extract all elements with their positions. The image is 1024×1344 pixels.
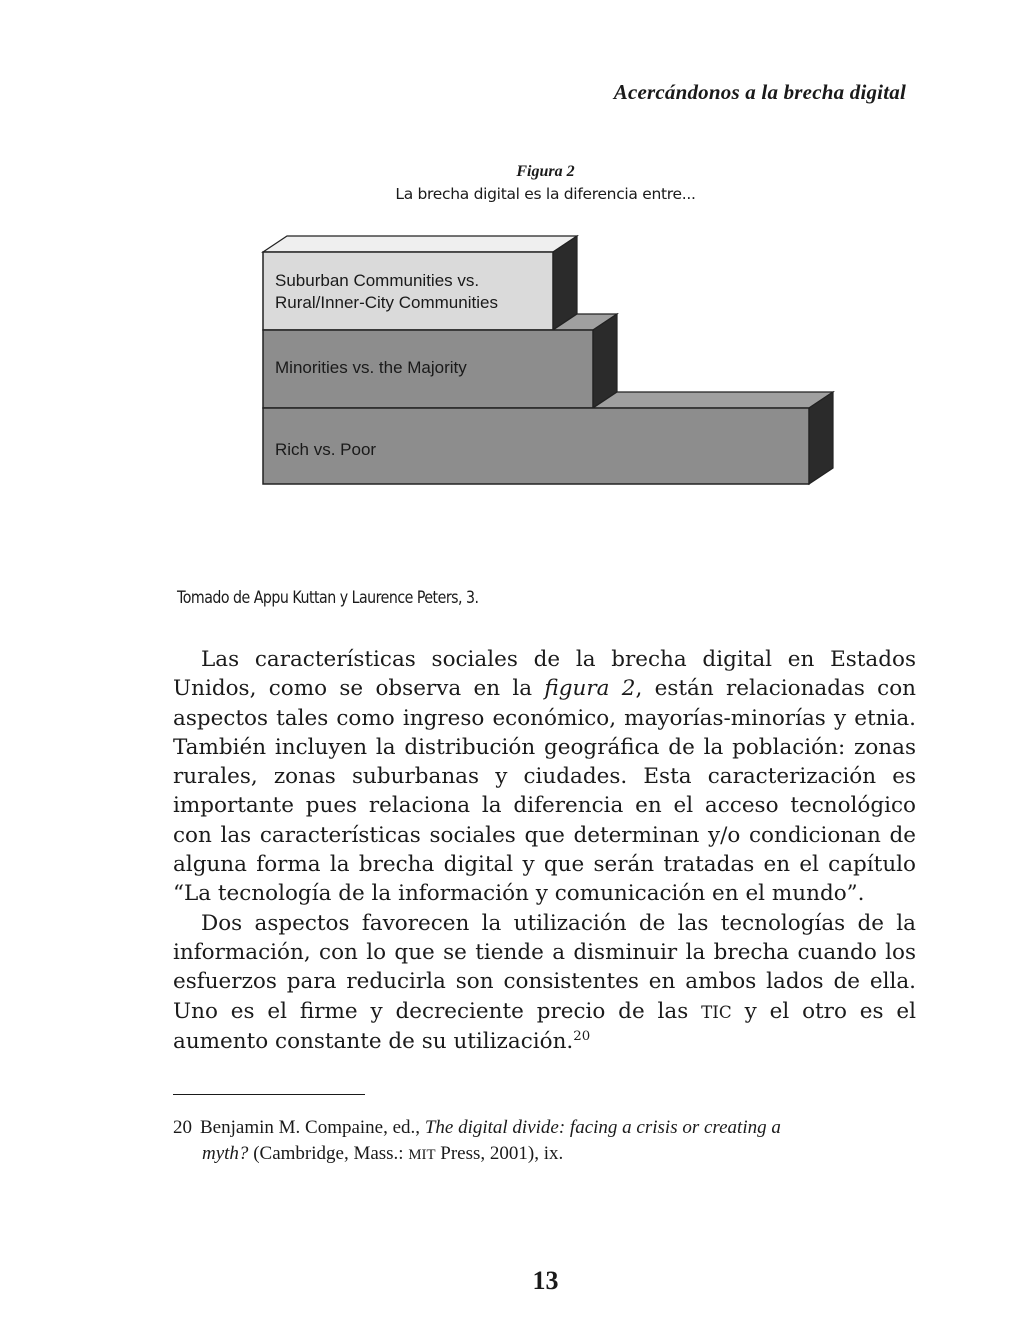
figure-credit: Tomado de Appu Kuttan y Laurence Peters, 3.	[177, 588, 479, 607]
figure-number: Figura 2	[516, 163, 575, 180]
footnote-rule	[173, 1094, 365, 1095]
bar-suburban-label-2: Rural/Inner-City Communities	[275, 293, 498, 312]
body-text	[173, 645, 916, 1056]
paragraph-2: Dos aspectos favorecen la utilización de las tecnologías de la información, con lo que se tiende a disminuir la brecha cuando los esfuerzos para reducirla son consistentes en ambos lados de ella. Uno es el firme y decreciente precio de las TIC y el otro es el aumento constante de su utilización.$^{20}$	[173, 910, 916, 1054]
figure-title: La brecha digital es la diferencia entre...	[395, 185, 696, 203]
footnote-ref[interactable]: 20	[573, 1028, 591, 1044]
footnote-20: 20 Benjamin M. Compaine, ed., The digital divide: facing a crisis or creating a myth? (Cambridge, Mass.: MIT Press, 2001), ix.	[173, 1117, 781, 1164]
bar-minorities-label: Minorities vs. the Majority	[275, 358, 467, 377]
running-title: Acercándonos a la brecha digital	[613, 80, 906, 104]
bar-rich-poor-label: Rich vs. Poor	[275, 440, 377, 459]
paragraph-1: Las características sociales de la brecha digital en Estados Unidos, como se observa en la figura 2, están relacionadas con aspectos tales como ingreso económico, mayorías-minorías y etnia. También incluyen la distribución geográfica de la población: zonas rurales, zonas suburbanas y ciudades. Esta caracterización es importante pues relaciona la diferencia en el acceso tecnológico con las características sociales que determinan y/o condicionan de alguna forma la brecha digital y que serán tratadas en el capítulo “La tecnología de la información y comunicación en el mundo”.	[173, 647, 917, 907]
step-diagram	[255, 230, 845, 499]
bar-suburban-face	[263, 252, 553, 330]
page-number: 13	[532, 1266, 559, 1295]
bar-suburban-label-1: Suburban Communities vs.	[275, 271, 480, 290]
